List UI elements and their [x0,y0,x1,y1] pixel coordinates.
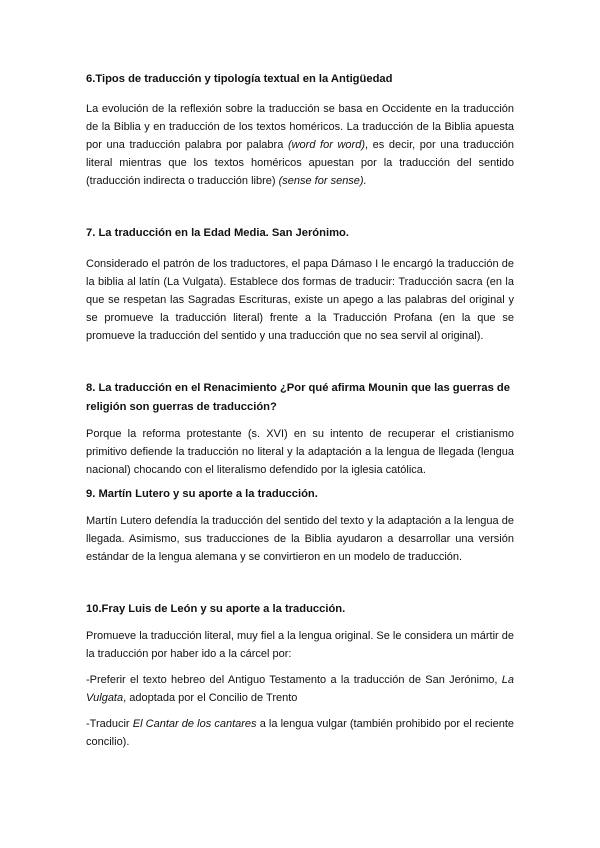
section-10-paragraph-3 [86,715,514,751]
section-8-heading: 8. La traducción en el Renacimiento ¿Por qué afirma Mounin que las guerras de religión son guerras de traducción? [86,382,510,413]
document-page [86,68,514,751]
section-8-paragraph: Porque la reforma protestante (s. XVI) en su intento de recuperar el cristianismo primitivo defiende la traducción no literal y la adaptación a la lengua de llegada (lengua nacional) chocando con el literalismo defendido por la iglesia católica. [86,428,514,476]
section-7-heading: 7. La traducción en la Edad Media. San Jerónimo. [86,227,349,239]
section-6-heading: 6.Tipos de traducción y tipología textual en la Antigüedad [86,73,393,85]
section-10-text-a: -Preferir el texto hebreo del Antiguo Testamento a la traducción de San Jerónimo, [86,674,498,686]
section-10-emphasis-cantar: El Cantar de los cantares [132,718,257,730]
section-10-text-b: , adoptada por el Concilio de Trento [123,692,298,704]
section-6-emphasis-1: (word for word) [287,139,365,151]
section-10-heading: 10.Fray Luis de León y su aporte a la traducción. [86,603,346,615]
section-10-paragraph-1: Promueve la traducción literal, muy fiel a la lengua original. Se le considera un mártir de la traducción por haber ido a la cárcel por: [86,630,514,660]
section-10-text-d: a la lengua vulgar (también prohibido por el reciente concilio). [86,718,515,748]
section-9-heading: 9. Martín Lutero y su aporte a la traducción. [86,488,318,500]
section-6-emphasis-2: (sense for sense). [278,175,367,187]
section-6-text-b: , es decir, por una traducción literal mientras que los textos homéricos apuestan por la traducción del sentido (traducción indirecta o traducción libre) [86,139,514,187]
section-10-paragraph-2 [86,671,514,707]
section-10-text-c: -Traducir [86,718,130,730]
section-9-paragraph: Martín Lutero defendía la traducción del sentido del texto y la adaptación a la lengua de llegada. Asimismo, sus traducciones de la Biblia ayudaron a desarrollar una versión estándar de la lengua alemana y se convirtieron en un modelo de traducción. [86,515,514,563]
section-7-paragraph: Considerado el patrón de los traductores, el papa Dámaso I le encargó la traducción de la biblia al latín (La Vulgata). Establece dos formas de traducir: Traducción sacra (en la que se respetan las Sagradas Escrituras, existe un apego a las palabras del original y se promueve la traducción literal) frente a la Traducción Profana (en la que se promueve la traducción del sentido y una traducción que no sea servil al original). [86,258,514,342]
section-6-paragraph [86,100,514,190]
section-10-emphasis-vulgata: La Vulgata [86,674,514,704]
section-6-text-a: La evolución de la reflexión sobre la traducción se basa en Occidente en la traducción de la Biblia y en traducción de los textos homéricos. La traducción de la Biblia apuesta por una traducción palabra por palabra [86,103,514,151]
